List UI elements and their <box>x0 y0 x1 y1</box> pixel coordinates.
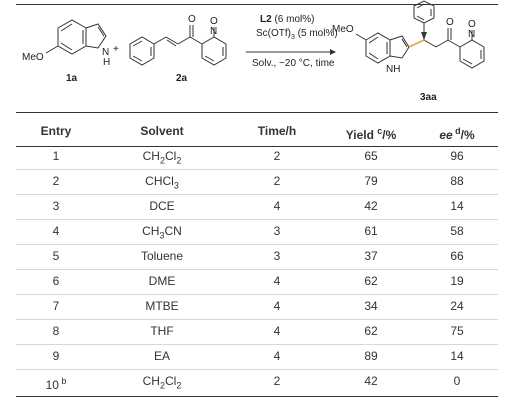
solvent-text-part: 3 <box>173 180 179 191</box>
plus-sign: + <box>113 44 119 55</box>
table-row <box>16 320 498 342</box>
reactant2-label: 2a <box>176 73 188 84</box>
solvent-text-part: DCE <box>149 199 175 213</box>
solvent-text-part: Cl <box>165 149 177 163</box>
time-cell: 3 <box>273 249 281 263</box>
product-structure <box>356 1 484 68</box>
solvent-cell <box>96 270 228 292</box>
solvent-text-part: CH <box>142 149 160 163</box>
yield-cell: 42 <box>364 199 378 213</box>
entry-number: 5 <box>52 249 60 263</box>
table-row <box>16 270 498 292</box>
solvent-text-part: CH <box>142 224 160 238</box>
table-row <box>16 295 498 317</box>
ee-cell: 19 <box>450 274 464 288</box>
solvent-cell <box>96 220 228 242</box>
ee-cell: 58 <box>450 224 464 238</box>
yield-cell: 79 <box>364 174 378 188</box>
table-row <box>16 220 498 242</box>
time-cell: 4 <box>273 299 281 313</box>
ee-cell: 96 <box>450 149 464 163</box>
entry-cell <box>16 170 96 192</box>
solvent-text-part: Cl <box>165 374 177 388</box>
conditions-line-3: Solv., −20 °C, time <box>252 58 335 69</box>
yield-cell: 42 <box>364 374 378 388</box>
solvent-cell <box>96 345 228 367</box>
conditions-line-1: L2 (6 mol%) <box>260 14 315 25</box>
reactant1-label: 1a <box>66 73 78 84</box>
solvent-text-part: 2 <box>159 380 165 391</box>
solvent-text-part: CH <box>142 374 160 388</box>
solvent-text-part: 2 <box>159 155 165 166</box>
entry-cell <box>16 270 96 292</box>
yield-cell: 62 <box>364 324 378 338</box>
solvent-text-part: MTBE <box>145 299 179 313</box>
solvent-cell <box>96 295 228 317</box>
yield-cell: 89 <box>364 349 378 363</box>
table-row <box>16 345 498 367</box>
product-methoxy-label: MeO <box>332 24 354 35</box>
indole-h-label: H <box>103 57 111 68</box>
noxide-o-label: O <box>210 16 218 27</box>
pyridine-n-label: N <box>210 26 218 37</box>
entry-number: 7 <box>52 299 60 313</box>
yield-cell: 34 <box>364 299 378 313</box>
header-solvent: Solvent <box>140 124 184 138</box>
solvent-text-part: 3 <box>159 230 165 241</box>
solvent-cell <box>96 170 228 192</box>
solvent-text-part: CN <box>164 224 182 238</box>
solvent-cell <box>96 370 228 392</box>
product-nh-label: NH <box>386 64 401 75</box>
entry-number: 3 <box>52 199 60 213</box>
yield-cell: 37 <box>364 249 378 263</box>
entry-cell <box>16 145 96 167</box>
solvent-cell <box>96 195 228 217</box>
time-cell: 2 <box>273 149 281 163</box>
table-header-row <box>16 120 498 142</box>
entry-number: 2 <box>52 174 60 188</box>
solvent-text-part: 2 <box>176 155 182 166</box>
entry-cell <box>16 220 96 242</box>
table-row <box>16 245 498 267</box>
time-cell: 2 <box>273 174 281 188</box>
ee-cell: 88 <box>450 174 464 188</box>
entry-number: 10 <box>45 378 59 392</box>
entry-cell <box>16 320 96 342</box>
time-cell: 4 <box>273 199 281 213</box>
header-yield: Yield $^c$/% <box>345 126 397 142</box>
solvent-text-part: DME <box>148 274 176 288</box>
entry-number: 4 <box>52 224 60 238</box>
entry-cell <box>16 195 96 217</box>
indole-structure <box>46 20 106 54</box>
conditions-line-2: $Sc(OTf)_3$ (5 mol%) <box>256 28 338 41</box>
solvent-text-part: EA <box>153 349 170 363</box>
time-cell: 4 <box>273 349 281 363</box>
carbonyl-o-label: O <box>188 14 196 25</box>
time-cell: 3 <box>273 224 281 238</box>
solvent-text-part: CHCl <box>145 174 174 188</box>
solvent-text-part: Toluene <box>140 249 184 263</box>
ee-cell: 14 <box>450 349 464 363</box>
entry-footnote: b <box>58 376 67 386</box>
table-bottom-rule <box>16 396 498 397</box>
yield-cell: 62 <box>364 274 378 288</box>
table-row <box>16 370 498 392</box>
entry-number: 6 <box>52 274 60 288</box>
solvent-text-part: THF <box>150 324 174 338</box>
ee-cell: 24 <box>450 299 464 313</box>
table-row <box>16 195 498 217</box>
new-bond-highlight <box>409 32 424 47</box>
table-header-top-rule <box>16 112 498 113</box>
product-carbonyl-o-label: O <box>446 17 454 28</box>
product-label: 3aa <box>420 92 437 103</box>
indole-n-label: N <box>102 47 110 58</box>
header-time: Time/h <box>257 124 297 138</box>
entry-cell <box>16 370 96 392</box>
entry-number: 8 <box>52 324 60 338</box>
entry-cell <box>16 245 96 267</box>
table-row <box>16 145 498 167</box>
header-entry: Entry <box>40 124 72 138</box>
ee-cell: 14 <box>450 199 464 213</box>
methoxy-label: MeO <box>22 52 44 63</box>
solvent-cell <box>96 145 228 167</box>
solvent-cell <box>96 245 228 267</box>
yield-cell: 65 <box>364 149 378 163</box>
ee-cell: 66 <box>450 249 464 263</box>
ee-cell: 0 <box>453 374 461 388</box>
time-cell: 4 <box>273 324 281 338</box>
table-row <box>16 170 498 192</box>
header-ee: ee $^d$/% <box>439 126 475 142</box>
entry-cell <box>16 345 96 367</box>
entry-number: 9 <box>52 349 60 363</box>
solvent-text-part: 2 <box>176 380 182 391</box>
product-pyridine-n-label: N <box>468 29 476 40</box>
yield-cell: 61 <box>364 224 378 238</box>
time-cell: 4 <box>273 274 281 288</box>
entry-number: 1 <box>52 149 60 163</box>
time-cell: 2 <box>273 374 281 388</box>
product-noxide-o-label: O <box>468 19 476 30</box>
reaction-scheme <box>0 0 511 112</box>
ee-cell: 75 <box>450 324 464 338</box>
entry-cell <box>16 295 96 317</box>
solvent-cell <box>96 320 228 342</box>
